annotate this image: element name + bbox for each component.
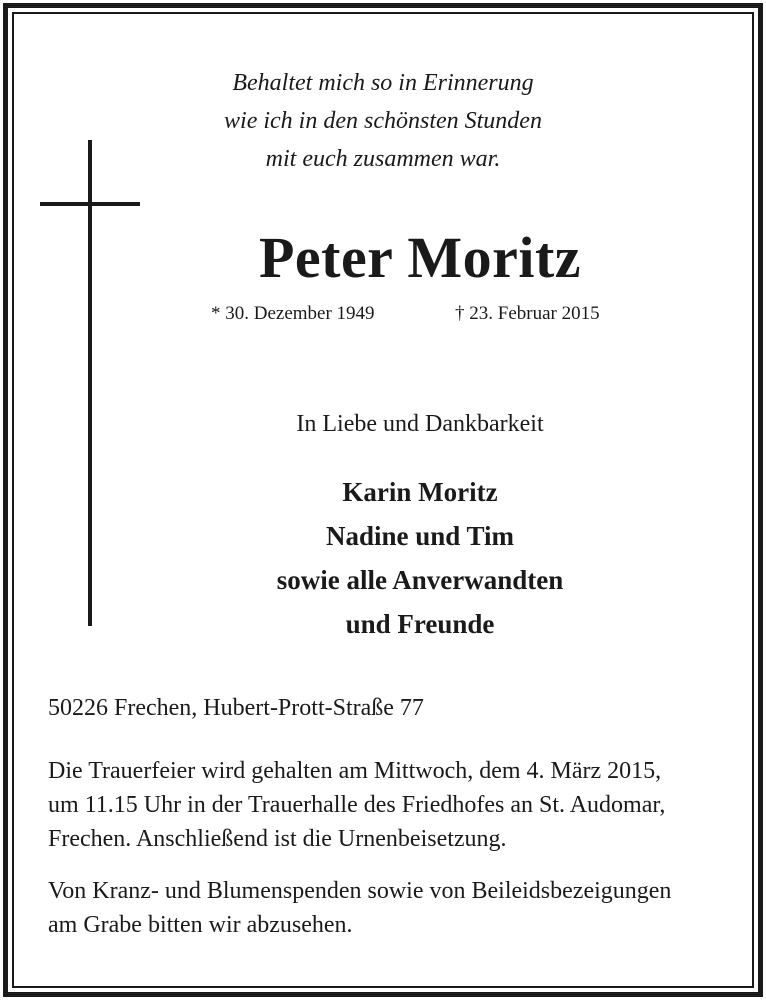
cross-vertical-bar — [88, 140, 92, 626]
donations-notice-line: am Grabe bitten wir abzusehen. — [48, 912, 353, 938]
family-address: 50226 Frechen, Hubert-Prott-Straße 77 — [48, 695, 424, 721]
quote-line: wie ich in den schönsten Stunden — [224, 108, 542, 134]
donations-notice-line: Von Kranz- und Blumenspenden sowie von Beileidsbezeigungen — [48, 878, 672, 904]
memorial-quote — [0, 64, 766, 178]
funeral-notice-line: Frechen. Anschließend ist die Urnenbeisetzung. — [48, 826, 507, 852]
cross-horizontal-bar — [40, 202, 140, 206]
mourners-list — [120, 470, 720, 646]
quote-line: mit euch zusammen war. — [265, 146, 501, 172]
donations-notice — [48, 874, 748, 942]
death-date: † 23. Februar 2015 — [455, 303, 600, 324]
mourner-line: Nadine und Tim — [325, 521, 515, 551]
mourner-line: Karin Moritz — [342, 477, 498, 507]
funeral-notice-line: Die Trauerfeier wird gehalten am Mittwoch, dem 4. März 2015, — [48, 758, 662, 784]
mourner-line: sowie alle Anverwandten — [276, 565, 564, 595]
funeral-notice — [48, 754, 748, 856]
birth-date: * 30. Dezember 1949 — [211, 303, 375, 324]
quote-line: Behaltet mich so in Erinnerung — [232, 70, 534, 96]
deceased-name: Peter Moritz — [258, 225, 582, 290]
mourner-line: und Freunde — [345, 609, 495, 639]
dedication: In Liebe und Dankbarkeit — [296, 411, 544, 437]
funeral-notice-line: um 11.15 Uhr in der Trauerhalle des Friedhofes an St. Audomar, — [48, 792, 666, 818]
